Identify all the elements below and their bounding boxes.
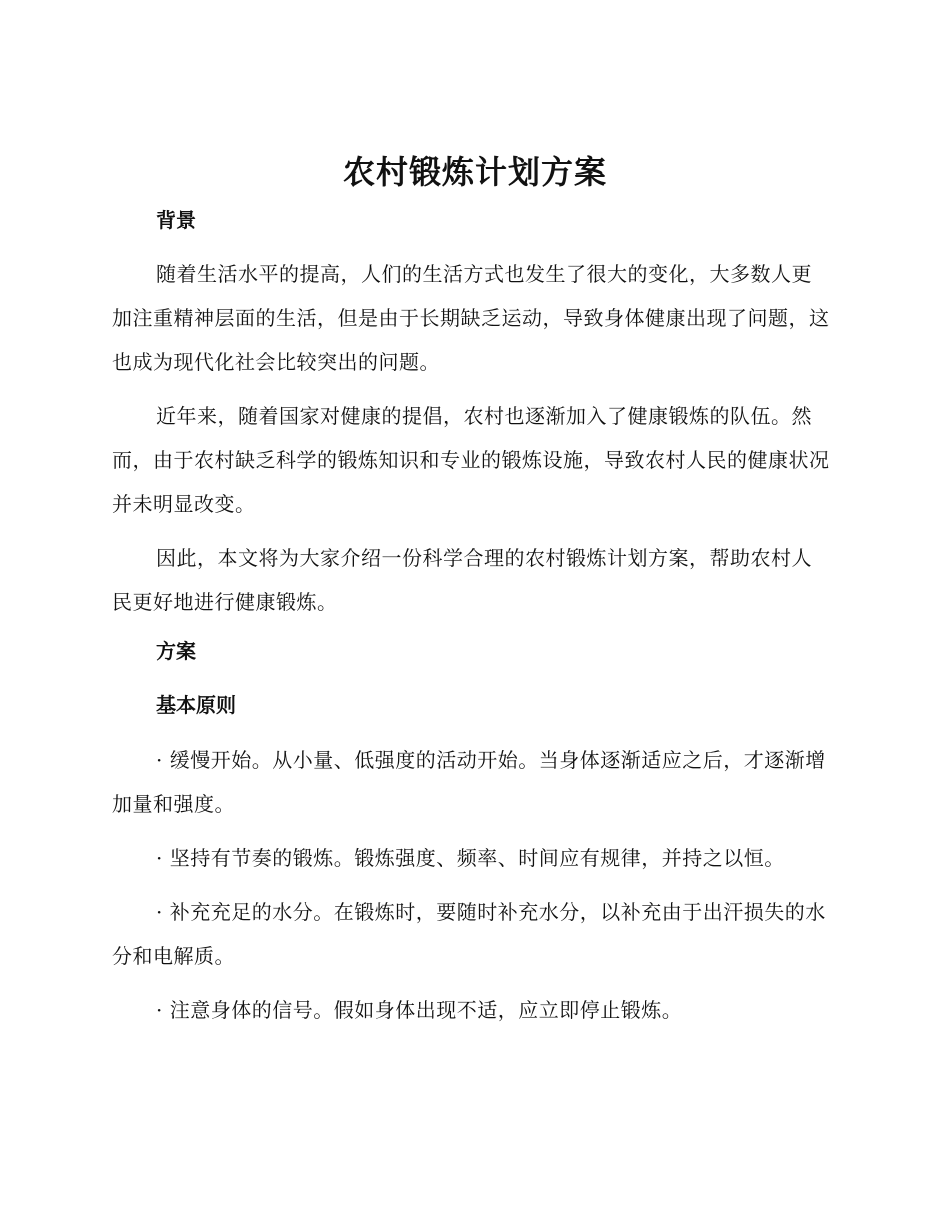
principle-item-3: · 补充充足的水分。在锻炼时，要随时补充水分，以补充由于出汗损失的水分和电解质。 bbox=[112, 900, 826, 968]
document-title: 农村锻炼计划方案 bbox=[342, 153, 607, 191]
principle-item-4: · 注意身体的信号。假如身体出现不适，应立即停止锻炼。 bbox=[156, 998, 683, 1022]
background-paragraph-2: 近年来，随着国家对健康的提倡，农村也逐渐加入了健康锻炼的队伍。然而，由于农村缺乏科学的锻炼知识和专业的锻炼设施，导致农村人民的健康状况并未明显改变。 bbox=[112, 404, 830, 516]
principle-item-1: · 缓慢开始。从小量、低强度的活动开始。当身体逐渐适应之后，才逐渐增加量和强度。 bbox=[112, 748, 826, 816]
background-paragraph-1: 随着生活水平的提高，人们的生活方式也发生了很大的变化，大多数人更加注重精神层面的生活，但是由于长期缺乏运动，导致身体健康出现了问题，这也成为现代化社会比较突出的问题。 bbox=[112, 262, 830, 374]
principle-item-2: · 坚持有节奏的锻炼。锻炼强度、频率、时间应有规律，并持之以恒。 bbox=[156, 846, 785, 870]
subsection-heading-basic-principles: 基本原则 bbox=[156, 693, 236, 717]
section-heading-plan: 方案 bbox=[156, 639, 196, 663]
background-paragraph-3: 因此，本文将为大家介绍一份科学合理的农村锻炼计划方案，帮助农村人民更好地进行健康锻炼。 bbox=[112, 546, 812, 614]
section-heading-background: 背景 bbox=[156, 208, 196, 232]
